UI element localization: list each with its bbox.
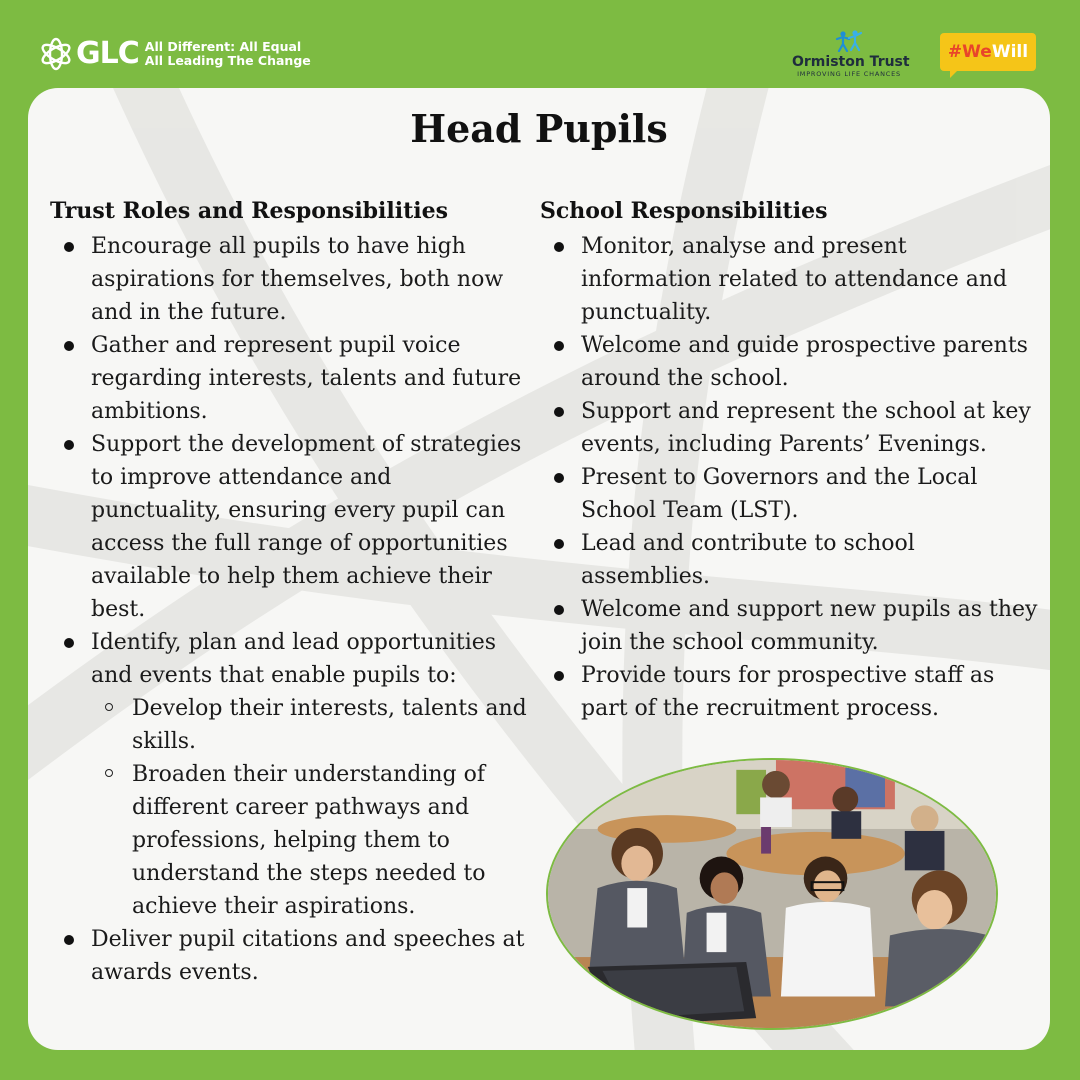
trust-responsibilities-heading: Trust Roles and Responsibilities (50, 198, 449, 224)
school-responsibilities-heading: School Responsibilities (540, 198, 828, 224)
list-item: Deliver pupil citations and speeches at awards events. (50, 923, 528, 989)
bullet-icon (64, 935, 74, 945)
ormiston-trust-logo (792, 30, 910, 78)
bullet-icon (554, 473, 564, 483)
content-card (28, 88, 1050, 1050)
ormiston-figures-icon (834, 30, 864, 52)
school-responsibilities-column (540, 196, 1040, 725)
sub-list-item: Develop their interests, talents and skills. (91, 692, 528, 758)
list-item: Encourage all pupils to have high aspirations for themselves, both now and in the future. (50, 230, 528, 329)
bullet-icon (64, 638, 74, 648)
bullet-icon (554, 539, 564, 549)
bullet-icon (554, 671, 564, 681)
trust-responsibilities-list (50, 230, 528, 989)
list-item: Support the development of strategies to improve attendance and punctuality, ensuring every pupil can access the full range of opportunities available to help them achieve their best. (50, 428, 528, 626)
list-item: Gather and represent pupil voice regarding interests, talents and future ambitions. (50, 329, 528, 428)
glc-tagline-line-2: All Leading The Change (144, 53, 311, 68)
bullet-icon (64, 341, 74, 351)
list-item: Identify, plan and lead opportunities and events that enable pupils to: Develop their interests, talents and skills. Broaden their understanding of different career pathways and professions, helping them to understand the steps needed to achieve their aspirations. (50, 626, 528, 923)
wewill-hash-we: #We (947, 42, 992, 62)
hollow-bullet-icon (105, 769, 113, 777)
wewill-speech-tail (950, 70, 964, 78)
bullet-icon (554, 242, 564, 252)
bullet-icon (554, 605, 564, 615)
bullet-icon (64, 440, 74, 450)
list-item: Present to Governors and the Local School Team (LST). (540, 461, 1040, 527)
bullet-icon (554, 341, 564, 351)
list-item: Provide tours for prospective staff as part of the recruitment process. (540, 659, 1040, 725)
trust-responsibilities-column (50, 196, 528, 989)
glc-tagline-line-1: All Different: All Equal (144, 39, 302, 54)
glc-swirl-icon (38, 36, 74, 72)
bullet-icon (554, 407, 564, 417)
header (0, 0, 1080, 90)
list-item: Welcome and support new pupils as they join the school community. (540, 593, 1040, 659)
school-responsibilities-list (540, 230, 1040, 725)
glc-wordmark: GLC (76, 36, 139, 71)
wewill-will: Will (991, 42, 1029, 62)
glc-logo (38, 36, 311, 72)
classroom-photo-illustration (548, 760, 996, 1028)
hollow-bullet-icon (105, 703, 113, 711)
wewill-badge (940, 33, 1036, 71)
sub-list-item: Broaden their understanding of different career pathways and professions, helping them to understand the steps needed to achieve their aspirations. (91, 758, 528, 923)
list-item: Lead and contribute to school assemblies. (540, 527, 1040, 593)
bullet-icon (64, 242, 74, 252)
ormiston-tagline: IMPROVING LIFE CHANCES (797, 70, 901, 78)
pupils-classroom-photo (546, 758, 998, 1030)
glc-tagline (145, 40, 311, 68)
sub-list (91, 692, 528, 923)
list-item: Welcome and guide prospective parents around the school. (540, 329, 1040, 395)
list-item: Support and represent the school at key events, including Parents’ Evenings. (540, 395, 1040, 461)
page-title: Head Pupils (410, 106, 668, 151)
ormiston-name: Ormiston Trust (792, 54, 910, 70)
list-item: Monitor, analyse and present information related to attendance and punctuality. (540, 230, 1040, 329)
